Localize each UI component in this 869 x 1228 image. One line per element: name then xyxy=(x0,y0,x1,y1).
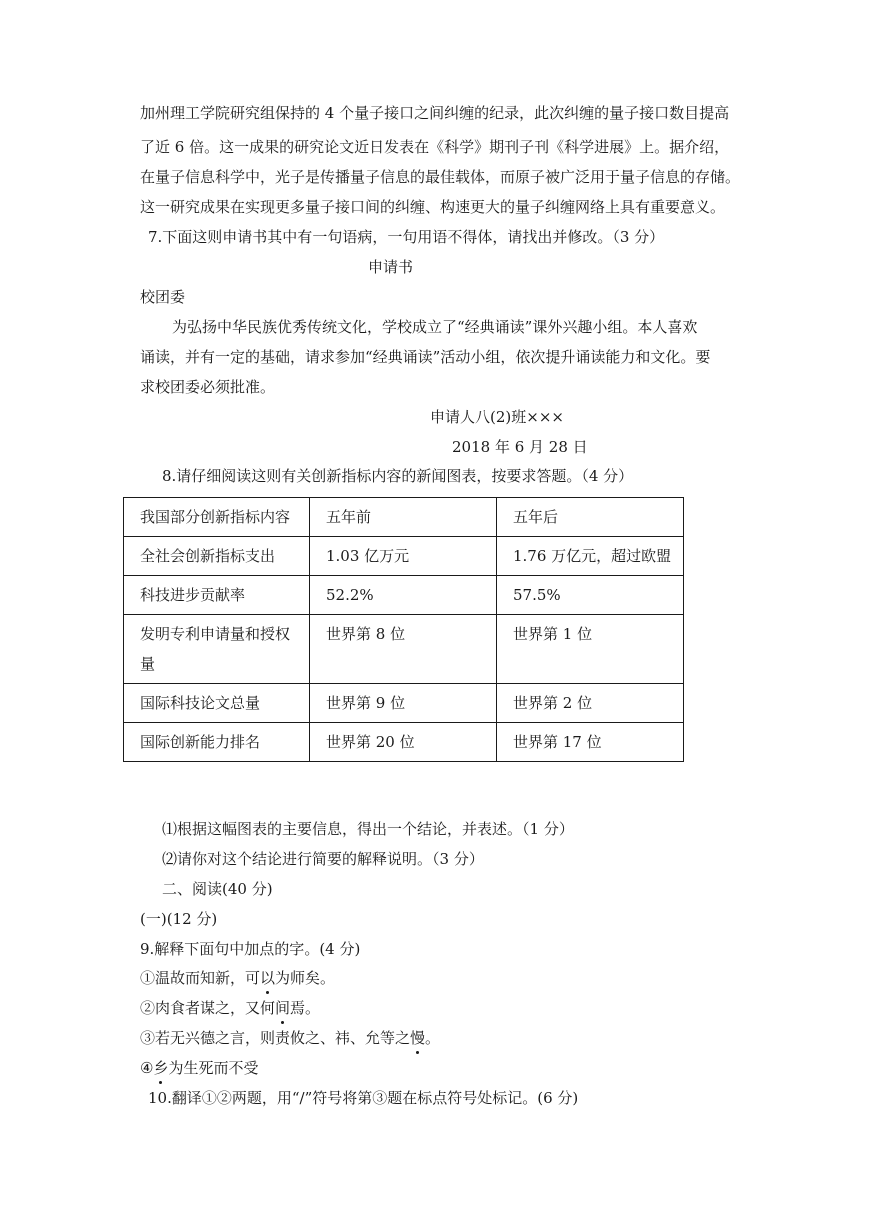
table-header-cell: 五年后 xyxy=(497,498,684,537)
table-cell: 世界第 2 位 xyxy=(497,684,684,723)
section-2-title: 二、阅读(40 分) xyxy=(162,880,273,898)
letter-signature: 申请人八(2)班××× xyxy=(430,408,564,426)
table-cell: 世界第 8 位 xyxy=(310,615,497,684)
table-row xyxy=(124,684,684,723)
table-row xyxy=(124,615,684,684)
paragraph-line: 加州理工学院研究组保持的 4 个量子接口之间纠缠的纪录，此次纠缠的量子接口数目提高 xyxy=(140,104,730,122)
dotted-character: 慢 xyxy=(410,1029,426,1047)
paragraph-line: 在量子信息科学中，光子是传播量子信息的最佳载体，而原子被广泛用于量子信息的存储。 xyxy=(140,168,741,186)
item-text: 为生死而不受 xyxy=(168,1059,259,1077)
table-cell: 国际科技论文总量 xyxy=(124,684,310,723)
table-cell: 57.5% xyxy=(497,576,684,615)
item-text: 。 xyxy=(425,1029,441,1047)
question-8-sub2: ⑵请你对这个结论进行简要的解释说明。（3 分） xyxy=(162,850,484,868)
paragraph-line: 了近 6 倍。这一成果的研究论文近日发表在《科学》期刊子刊《科学进展》上。据介绍， xyxy=(140,138,730,156)
table-cell: 世界第 1 位 xyxy=(497,615,684,684)
letter-title: 申请书 xyxy=(368,258,414,276)
table-cell: 全社会创新指标支出 xyxy=(124,537,310,576)
table-cell: 发明专利申请量和授权量 xyxy=(124,615,310,684)
question-9-item xyxy=(140,968,335,988)
table-row xyxy=(124,576,684,615)
letter-date: 2018 年 6 月 28 日 xyxy=(452,438,588,456)
dotted-character: 乡 xyxy=(153,1059,169,1077)
table-cell: 1.03 亿万元 xyxy=(310,537,497,576)
table-cell: 世界第 9 位 xyxy=(310,684,497,723)
table-header-row xyxy=(124,498,684,537)
question-10-prompt: 10.翻译①②两题，用“/”符号将第③题在标点符号处标记。(6 分) xyxy=(148,1089,579,1107)
table-cell: 国际创新能力排名 xyxy=(124,723,310,762)
section-2-part1: (一)(12 分) xyxy=(140,910,218,928)
question-8-prompt: 8.请仔细阅读这则有关创新指标内容的新闻图表，按要求答题。（4 分） xyxy=(162,467,634,485)
question-9-item xyxy=(140,998,320,1018)
question-8-sub1: ⑴根据这幅图表的主要信息，得出一个结论，并表述。（1 分） xyxy=(162,820,574,838)
table-header-cell: 五年前 xyxy=(310,498,497,537)
table-cell: 世界第 20 位 xyxy=(310,723,497,762)
item-text: ①温故而知新，可 xyxy=(140,969,261,987)
letter-addressee: 校团委 xyxy=(140,288,186,306)
dotted-character: 以 xyxy=(260,969,276,987)
table-cell: 世界第 17 位 xyxy=(497,723,684,762)
letter-body-line: 求校团委必须批准。 xyxy=(140,378,276,396)
table-row xyxy=(124,723,684,762)
paragraph-line: 这一研究成果在实现更多量子接口间的纠缠、构速更大的量子纠缠网络上具有重要意义。 xyxy=(140,198,726,216)
question-9-item xyxy=(140,1028,440,1048)
letter-body-line: 为弘扬中华民族优秀传统文化，学校成立了“经典诵读”课外兴趣小组。本人喜欢 xyxy=(172,318,698,336)
innovation-indicators-table xyxy=(123,497,684,762)
letter-body-line: 诵读，并有一定的基础，请求参加“经典诵读”活动小组，依次提升诵读能力和文化。要 xyxy=(140,348,711,366)
table-header-cell: 我国部分创新指标内容 xyxy=(124,498,310,537)
item-text: ③若无兴德之言，则责攸之、祎、允等之 xyxy=(140,1029,411,1047)
dotted-character: 间 xyxy=(275,999,291,1017)
table-cell: 1.76 万亿元，超过欧盟 xyxy=(497,537,684,576)
table-cell: 52.2% xyxy=(310,576,497,615)
table-cell: 科技进步贡献率 xyxy=(124,576,310,615)
question-7-prompt: 7.下面这则申请书其中有一句语病，一句用语不得体，请找出并修改。（3 分） xyxy=(148,228,665,246)
item-text: ②肉食者谋之，又何 xyxy=(140,999,276,1017)
question-9-item xyxy=(140,1058,258,1078)
item-text: ④ xyxy=(140,1059,154,1077)
question-9-prompt: 9.解释下面句中加点的字。(4 分) xyxy=(140,940,361,958)
table-row xyxy=(124,537,684,576)
item-text: 为师矣。 xyxy=(275,969,336,987)
item-text: 焉。 xyxy=(290,999,321,1017)
